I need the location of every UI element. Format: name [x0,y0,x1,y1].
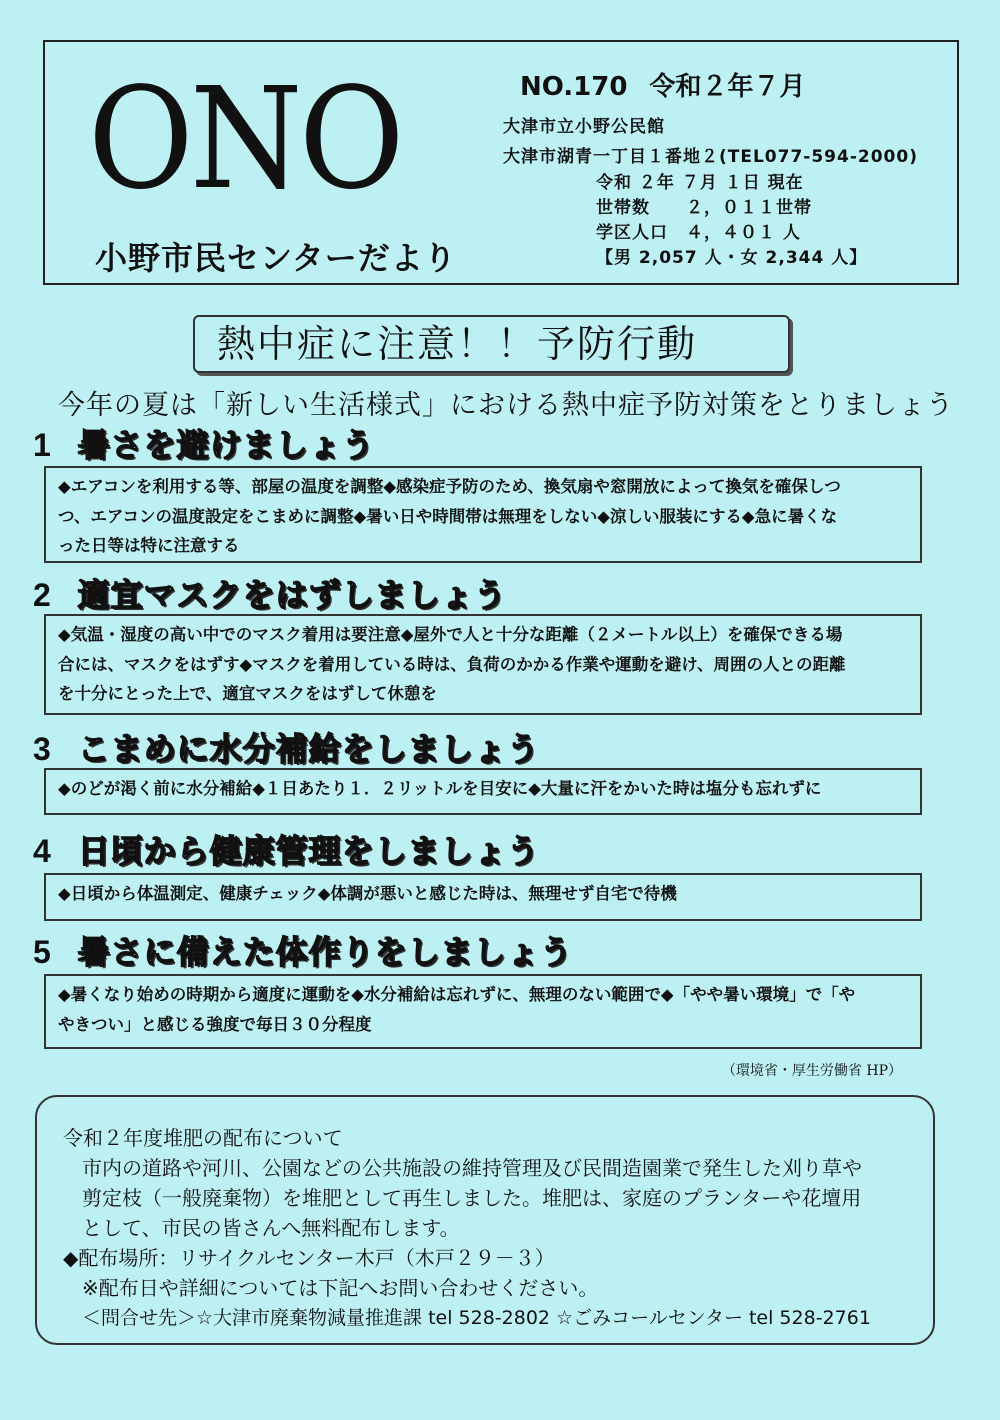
issue-date: 令和２年７月 [649,72,806,102]
issue-line [520,66,827,103]
main-title: 熱中症に注意！！予防行動 [193,315,790,373]
section-5-heading [33,927,573,973]
section-2-box [44,614,922,715]
population-count: 学区人口 ４，４０１ 人 [596,223,801,243]
compost-body-line: 市内の道路や河川、公園などの公共施設の維持管理及び民間造園業で発生した刈り草や [82,1156,862,1180]
section-line: ◆のどが渇く前に水分補給◆１日あたり１．２リットルを目安に◆大量に汗をかいた時は塩分も忘れずに [58,779,822,798]
publisher: 大津市立小野公民館 [503,117,665,137]
compost-title: 令和２年度堆肥の配布について [63,1126,343,1150]
newsletter-logo: ONO [88,58,401,221]
section-1-box [44,466,922,563]
section-number: 2 [33,577,52,613]
gender-breakdown: 【男 2,057 人・女 2,344 人】 [596,248,868,268]
compost-contact: ＜問合せ先＞☆大津市廃棄物減量推進課 tel 528-2802 ☆ごみコールセンター tel 528-2761 [82,1307,871,1329]
section-number: 1 [33,427,52,463]
section-1-heading [33,420,375,466]
as-of-date: 令和 ２年 ７月 １日 現在 [596,173,804,193]
section-line: った日等は特に注意する [58,536,240,555]
section-line: ◆エアコンを利用する等、部屋の温度を調整◆感染症予防のため、換気扇や窓開放によって換気を確保しつ [58,477,841,496]
section-number: 3 [33,731,52,767]
section-title: 適宜マスクをはずしましょう [77,576,507,614]
lead-text: 今年の夏は「新しい生活様式」における熱中症予防対策をとりましょう [58,390,954,421]
section-3-heading [33,724,540,770]
section-line: ◆日頃から体温測定、健康チェック◆体調が悪いと感じた時は、無理せず自宅で待機 [58,884,677,903]
address: 大津市湖青一丁目１番地２(TEL077-594-2000) [503,147,918,167]
section-line: やきつい」と感じる強度で毎日３０分程度 [58,1014,372,1034]
section-3-box [44,768,922,815]
compost-body-line: 剪定枝（一般廃棄物）を堆肥として再生しました。堆肥は、家庭のプランターや花壇用 [82,1186,862,1210]
section-line: ◆暑くなり始めの時期から適度に運動を◆水分補給は忘れずに、無理のない範囲で◆「やや暑い環境」で「や [58,985,856,1004]
source-note: （環境省・厚生労働省 HP） [721,1063,902,1079]
compost-body-line: として、市民の皆さんへ無料配布します。 [82,1216,460,1240]
section-number: 4 [33,833,52,869]
newsletter-subtitle: 小野市民センターだより [95,239,457,277]
section-title: こまめに水分補給をしましょう [77,730,540,768]
section-4-heading [33,826,540,872]
section-2-heading [33,570,507,616]
section-4-box [44,873,922,921]
compost-note: ※配布日や詳細については下記へお問い合わせください。 [82,1276,599,1300]
section-title: 日頃から健康管理をしましょう [77,832,540,870]
section-line: を十分にとった上で、適宜マスクをはずして休憩を [58,684,437,703]
issue-number: NO.170 [520,72,628,102]
section-line: ◆気温・湿度の高い中でのマスク着用は要注意◆屋外で人と十分な距離（２メートル以上）を確保できる場 [58,625,843,644]
compost-place: ◆配布場所：リサイクルセンター木戸（木戸２９－３） [63,1246,555,1270]
section-title: 暑さを避けましょう [77,426,375,464]
section-line: つ、エアコンの温度設定をこまめに調整◆暑い日や時間帯は無理をしない◆涼しい服装にする◆急に暑くな [58,506,838,526]
section-number: 5 [33,934,52,970]
household-count: 世帯数 ２，０１１世帯 [596,198,812,218]
section-title: 暑さに備えた体作りをしましょう [77,933,573,971]
section-line: 合には、マスクをはずす◆マスクを着用している時は、負荷のかかる作業や運動を避け、周囲の人との距離 [58,654,846,674]
section-5-box [44,974,922,1049]
